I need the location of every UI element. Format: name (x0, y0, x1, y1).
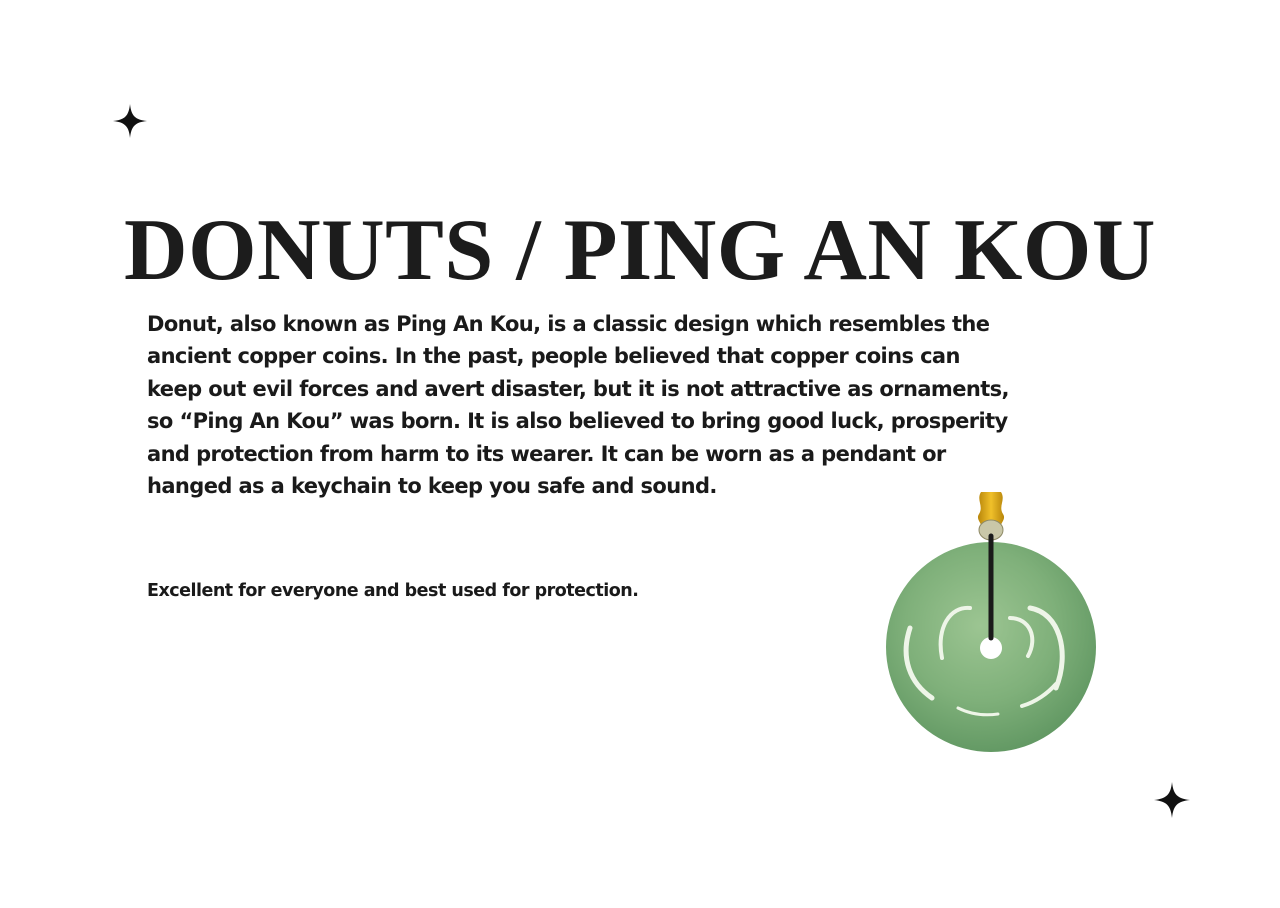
jade-pendant-image (880, 488, 1102, 760)
page-title: DONUTS / PING AN KOU (124, 201, 1156, 299)
tagline-text: Excellent for everyone and best used for protection. (147, 581, 639, 601)
description-paragraph: Donut, also known as Ping An Kou, is a classic design which resembles the ancient copper coins. In the past, people believed that copper coins can keep out evil forces and avert disaster, but it is not attractive as ornaments, so “Ping An Kou” was born. It is also believed to bring good luck, prosperity and protection from harm to its wearer. It can be worn as a pendant or hanged as a keychain to keep you safe and sound. (147, 312, 1009, 499)
four-point-star-icon (113, 104, 147, 138)
four-point-star-icon (1154, 782, 1190, 818)
